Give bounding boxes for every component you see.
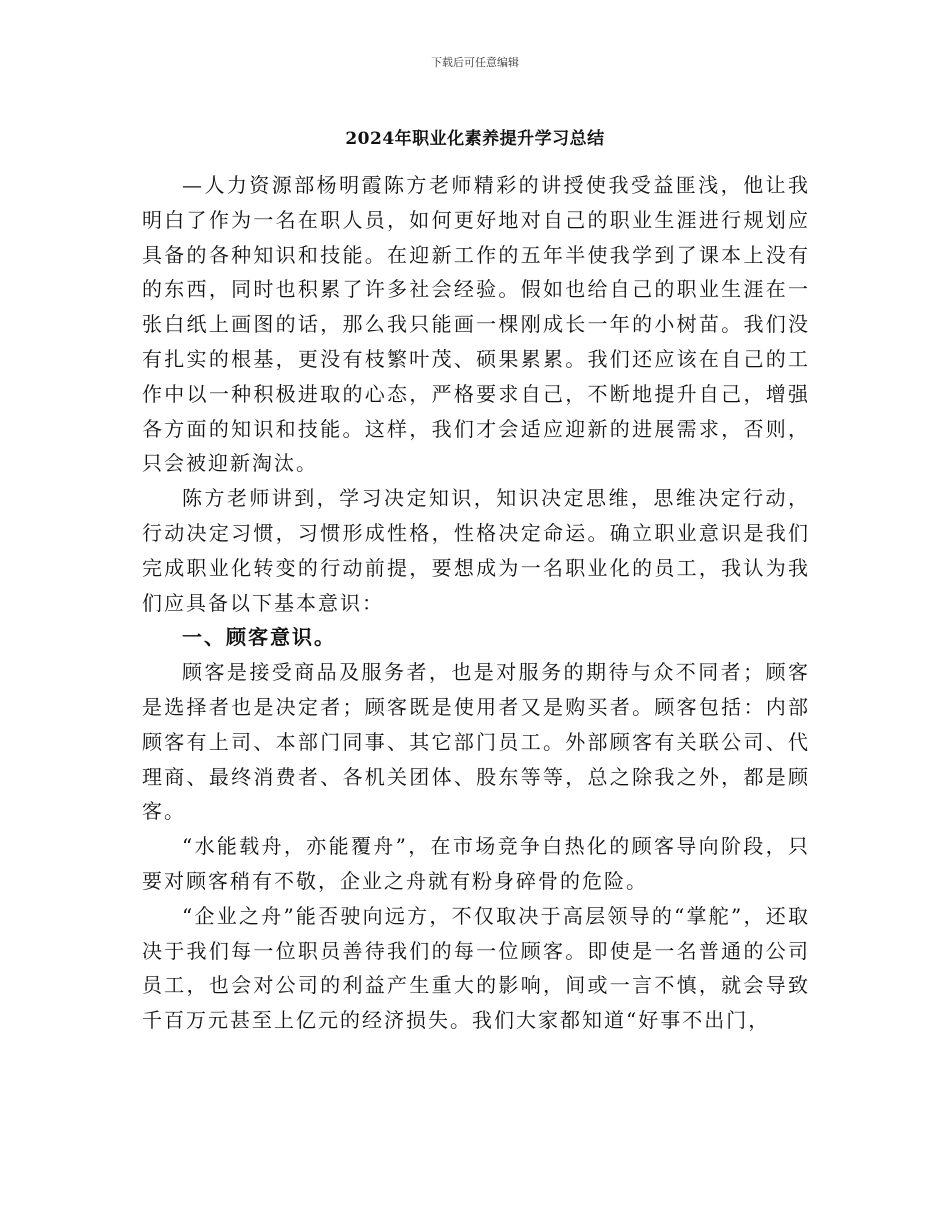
page-header-note: 下载后可任意编辑 xyxy=(431,56,519,69)
paragraph-intro: —人力资源部杨明霞陈方老师精彩的讲授使我受益匪浅，他让我明白了作为一名在职人员，如何更好地对自己的职业生涯进行规划应具备的各种知识和技能。在迎新工作的五年半使我学到了课本上没有的东西，同时也积累了许多社会经验。假如也给自己的职业生涯在一张白纸上画图的话，那么我只能画一棵刚成长一年的小树苗。我们没有扎实的根基，更没有枝繁叶茂、硕果累累。我们还应该在自己的工作中以一种积极进取的心态，严格要求自己，不断地提升自己，增强各方面的知识和技能。这样，我们才会适应迎新的进展需求，否则，只会被迎新淘汰。 xyxy=(142,173,810,476)
document-title: 2024年职业化素养提升学习总结 xyxy=(345,129,605,149)
section-heading-customer-awareness: 一、顾客意识。 xyxy=(182,625,336,650)
paragraph-enterprise-boat: “企业之舟”能否驶向远方，不仅取决于高层领导的“掌舵”，还取决于我们每一位职员善待我们的每一位顾客。即使是一名普通的公司员工，也会对公司的利益产生重大的影响，间或一言不慎，就会导致千百万元甚至上亿元的经济损失。我们大家都知道“好事不出门， xyxy=(142,903,810,1033)
paragraph-awareness: 陈方老师讲到，学习决定知识，知识决定思维，思维决定行动，行动决定习惯，习惯形成性格，性格决定命运。确立职业意识是我们完成职业化转变的行动前提，要想成为一名职业化的员工，我认为我们应具备以下基本意识： xyxy=(142,486,810,615)
document-body xyxy=(142,168,810,1038)
paragraph-boat-metaphor: “水能载舟，亦能覆舟”，在市场竞争白热化的顾客导向阶段，只要对顾客稍有不敬，企业之舟就有粉身碎骨的危险。 xyxy=(142,834,810,893)
paragraph-customer-definition: 顾客是接受商品及服务者，也是对服务的期待与众不同者；顾客是选择者也是决定者；顾客既是使用者又是购买者。顾客包括：内部顾客有上司、本部门同事、其它部门员工。外部顾客有关联公司、代理商、最终消费者、各机关团体、股东等等，总之除我之外，都是顾客。 xyxy=(142,660,810,824)
